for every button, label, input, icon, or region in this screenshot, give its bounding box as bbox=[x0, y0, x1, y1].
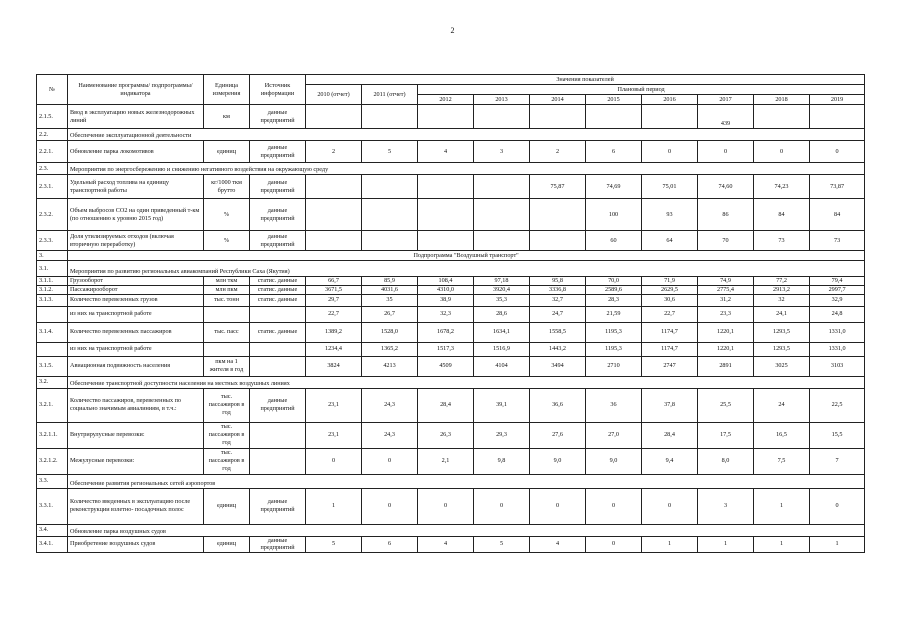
table-row bbox=[37, 306, 865, 322]
unit-cell: тыс. пассажиров в год bbox=[204, 388, 250, 422]
value-cell: 70,0 bbox=[586, 277, 642, 286]
value-cell bbox=[810, 105, 865, 129]
table-row bbox=[37, 285, 865, 294]
value-cell: 0 bbox=[810, 141, 865, 163]
value-cell: 0 bbox=[530, 488, 586, 524]
value-cell bbox=[474, 175, 530, 199]
value-cell: 1 bbox=[642, 536, 698, 553]
value-cell: 1389,2 bbox=[306, 322, 362, 342]
value-cell: 1516,9 bbox=[474, 342, 530, 356]
value-cell: 0 bbox=[362, 448, 418, 474]
unit-cell: кг/1000 ткм брутто bbox=[204, 175, 250, 199]
section-row bbox=[37, 129, 865, 141]
value-cell: 3494 bbox=[530, 356, 586, 376]
table-row bbox=[37, 294, 865, 306]
value-cell: 32 bbox=[754, 294, 810, 306]
source-cell: статис. данные bbox=[250, 277, 306, 286]
section-title: Обновление парка воздушных судов bbox=[68, 524, 865, 536]
indicator-name: Грузооборот bbox=[68, 277, 204, 286]
table-row bbox=[37, 277, 865, 286]
value-cell: 70 bbox=[698, 231, 754, 251]
indicator-name: Количество перевезенных грузов bbox=[68, 294, 204, 306]
indicator-name: Количество пассажиров, перевезенных по социально значимым авиалиниям, в т.ч.: bbox=[68, 388, 204, 422]
value-cell: 28,4 bbox=[418, 388, 474, 422]
value-cell: 1 bbox=[306, 488, 362, 524]
row-number: 3.4.1. bbox=[37, 536, 68, 553]
value-cell: 64 bbox=[642, 231, 698, 251]
indicator-name: Межулусные перевозки: bbox=[68, 448, 204, 474]
value-cell: 2710 bbox=[586, 356, 642, 376]
value-cell: 84 bbox=[810, 199, 865, 231]
value-cell: 31,2 bbox=[698, 294, 754, 306]
table-row bbox=[37, 536, 865, 553]
value-cell: 0 bbox=[810, 488, 865, 524]
value-cell: 9,0 bbox=[586, 448, 642, 474]
value-cell: 27,6 bbox=[530, 422, 586, 448]
row-number: 3.2.1. bbox=[37, 388, 68, 422]
indicator-name: Приобретение воздушных судов bbox=[68, 536, 204, 553]
header-num: № bbox=[37, 75, 68, 105]
unit-cell: % bbox=[204, 199, 250, 231]
value-cell: 4213 bbox=[362, 356, 418, 376]
value-cell: 2629,5 bbox=[642, 285, 698, 294]
value-cell: 0 bbox=[586, 536, 642, 553]
header-year: 2016 bbox=[642, 95, 698, 105]
row-number bbox=[37, 342, 68, 356]
value-cell bbox=[418, 199, 474, 231]
unit-cell: км bbox=[204, 105, 250, 129]
source-cell bbox=[250, 306, 306, 322]
value-cell: 29,3 bbox=[474, 422, 530, 448]
row-number: 3.2. bbox=[37, 376, 68, 388]
indicator-name: Обновление парка локомотивов bbox=[68, 141, 204, 163]
value-cell: 0 bbox=[586, 488, 642, 524]
value-cell: 0 bbox=[362, 488, 418, 524]
source-cell: данные предприятий bbox=[250, 175, 306, 199]
value-cell: 1 bbox=[754, 488, 810, 524]
value-cell: 5 bbox=[474, 536, 530, 553]
value-cell: 5 bbox=[362, 141, 418, 163]
value-cell: 1528,0 bbox=[362, 322, 418, 342]
value-cell bbox=[362, 175, 418, 199]
header-unit: Единица измерения bbox=[204, 75, 250, 105]
row-number: 3.1.2. bbox=[37, 285, 68, 294]
value-cell: 1558,5 bbox=[530, 322, 586, 342]
value-cell bbox=[754, 105, 810, 129]
value-cell: 73 bbox=[754, 231, 810, 251]
value-cell: 16,5 bbox=[754, 422, 810, 448]
value-cell: 108,4 bbox=[418, 277, 474, 286]
unit-cell: % bbox=[204, 231, 250, 251]
value-cell: 2997,7 bbox=[810, 285, 865, 294]
value-cell: 1195,3 bbox=[586, 342, 642, 356]
value-cell: 1634,1 bbox=[474, 322, 530, 342]
row-number: 2.3.1. bbox=[37, 175, 68, 199]
value-cell: 2 bbox=[530, 141, 586, 163]
value-cell: 25,5 bbox=[698, 388, 754, 422]
value-cell: 26,7 bbox=[362, 306, 418, 322]
value-cell: 2775,4 bbox=[698, 285, 754, 294]
value-cell: 8,0 bbox=[698, 448, 754, 474]
indicator-name: Пассажирооборот bbox=[68, 285, 204, 294]
value-cell: 3824 bbox=[306, 356, 362, 376]
value-cell: 93 bbox=[642, 199, 698, 231]
row-number: 2.1.5. bbox=[37, 105, 68, 129]
source-cell: данные предприятий bbox=[250, 231, 306, 251]
source-cell: статис. данные bbox=[250, 294, 306, 306]
table-row bbox=[37, 342, 865, 356]
row-number: 2.2.1. bbox=[37, 141, 68, 163]
row-number: 2.2. bbox=[37, 129, 68, 141]
value-cell: 28,6 bbox=[474, 306, 530, 322]
value-cell bbox=[530, 199, 586, 231]
value-cell: 439 bbox=[698, 105, 754, 129]
source-cell bbox=[250, 422, 306, 448]
value-cell: 77,2 bbox=[754, 277, 810, 286]
header-row-1 bbox=[37, 75, 865, 85]
value-cell bbox=[530, 105, 586, 129]
value-cell: 1365,2 bbox=[362, 342, 418, 356]
value-cell: 21,59 bbox=[586, 306, 642, 322]
row-number: 3.1.4. bbox=[37, 322, 68, 342]
value-cell: 0 bbox=[642, 488, 698, 524]
unit-cell: тыс. тонн bbox=[204, 294, 250, 306]
row-number bbox=[37, 306, 68, 322]
value-cell: 0 bbox=[698, 141, 754, 163]
indicators-table bbox=[36, 74, 865, 553]
value-cell: 74,69 bbox=[586, 175, 642, 199]
row-number: 2.3.2. bbox=[37, 199, 68, 231]
value-cell: 23,1 bbox=[306, 422, 362, 448]
unit-cell: тыс. пассажиров в год bbox=[204, 422, 250, 448]
value-cell bbox=[586, 105, 642, 129]
source-cell: данные предприятий bbox=[250, 105, 306, 129]
value-cell: 100 bbox=[586, 199, 642, 231]
value-cell: 32,7 bbox=[530, 294, 586, 306]
value-cell: 6 bbox=[362, 536, 418, 553]
header-year: 2017 bbox=[698, 95, 754, 105]
value-cell: 1220,1 bbox=[698, 342, 754, 356]
value-cell: 2 bbox=[306, 141, 362, 163]
value-cell: 74,23 bbox=[754, 175, 810, 199]
unit-cell bbox=[204, 342, 250, 356]
value-cell: 1293,5 bbox=[754, 322, 810, 342]
value-cell: 4310,0 bbox=[418, 285, 474, 294]
row-number: 3.3.1. bbox=[37, 488, 68, 524]
section-row bbox=[37, 474, 865, 488]
section-row bbox=[37, 376, 865, 388]
value-cell: 4 bbox=[418, 536, 474, 553]
value-cell bbox=[306, 105, 362, 129]
value-cell: 4509 bbox=[418, 356, 474, 376]
header-year: 2019 bbox=[810, 95, 865, 105]
value-cell: 1 bbox=[698, 536, 754, 553]
value-cell: 86 bbox=[698, 199, 754, 231]
row-number: 3.4. bbox=[37, 524, 68, 536]
row-number: 3.3. bbox=[37, 474, 68, 488]
value-cell: 1195,3 bbox=[586, 322, 642, 342]
indicator-name: Авиационная подвижность населения bbox=[68, 356, 204, 376]
indicator-name: Количество введенных в эксплуатацию после реконструкции взлетно- посадочных полос bbox=[68, 488, 204, 524]
value-cell: 37,8 bbox=[642, 388, 698, 422]
section-title: Обеспечение развития региональных сетей аэропортов bbox=[68, 474, 865, 488]
value-cell: 15,5 bbox=[810, 422, 865, 448]
row-number: 3. bbox=[37, 251, 68, 261]
value-cell: 1293,5 bbox=[754, 342, 810, 356]
row-number: 2.3.3. bbox=[37, 231, 68, 251]
value-cell: 6 bbox=[586, 141, 642, 163]
value-cell bbox=[362, 199, 418, 231]
table-row bbox=[37, 488, 865, 524]
header-year: 2013 bbox=[474, 95, 530, 105]
value-cell: 95,8 bbox=[530, 277, 586, 286]
source-cell: данные предприятий bbox=[250, 388, 306, 422]
value-cell bbox=[418, 231, 474, 251]
value-cell: 1174,7 bbox=[642, 322, 698, 342]
page-number: 2 bbox=[450, 26, 455, 35]
header-values-title: Значения показателей bbox=[306, 75, 865, 85]
value-cell: 3025 bbox=[754, 356, 810, 376]
value-cell: 28,3 bbox=[586, 294, 642, 306]
value-cell: 35 bbox=[362, 294, 418, 306]
value-cell: 3103 bbox=[810, 356, 865, 376]
value-cell: 0 bbox=[474, 488, 530, 524]
value-cell: 36 bbox=[586, 388, 642, 422]
section-title: Мероприятия по энергосбережению и снижению негативного воздействия на окружающую среду bbox=[68, 163, 865, 175]
value-cell: 24,8 bbox=[810, 306, 865, 322]
value-cell: 24 bbox=[754, 388, 810, 422]
value-cell: 0 bbox=[642, 141, 698, 163]
value-cell: 24,1 bbox=[754, 306, 810, 322]
value-cell bbox=[642, 105, 698, 129]
section-title: Обеспечение транспортной доступности населения на местных воздушных линиях bbox=[68, 376, 865, 388]
row-number: 3.2.1.2. bbox=[37, 448, 68, 474]
value-cell: 29,7 bbox=[306, 294, 362, 306]
header-2011: 2011 (отчет) bbox=[362, 85, 418, 105]
value-cell: 17,5 bbox=[698, 422, 754, 448]
value-cell: 9,8 bbox=[474, 448, 530, 474]
value-cell: 73 bbox=[810, 231, 865, 251]
value-cell: 35,3 bbox=[474, 294, 530, 306]
value-cell: 0 bbox=[418, 488, 474, 524]
section-row bbox=[37, 261, 865, 277]
source-cell: данные предприятий bbox=[250, 536, 306, 553]
indicator-name: Объем выбросов СО2 на один приведенный т-км (по отношению к уровню 2015 год) bbox=[68, 199, 204, 231]
table-row bbox=[37, 322, 865, 342]
value-cell: 71,9 bbox=[642, 277, 698, 286]
value-cell: 74,60 bbox=[698, 175, 754, 199]
value-cell: 38,9 bbox=[418, 294, 474, 306]
value-cell: 3 bbox=[474, 141, 530, 163]
value-cell: 24,7 bbox=[530, 306, 586, 322]
row-number: 3.1.3. bbox=[37, 294, 68, 306]
section-row bbox=[37, 524, 865, 536]
unit-cell: тыс. пасс bbox=[204, 322, 250, 342]
value-cell: 23,3 bbox=[698, 306, 754, 322]
value-cell: 1174,7 bbox=[642, 342, 698, 356]
value-cell: 28,4 bbox=[642, 422, 698, 448]
value-cell: 22,7 bbox=[642, 306, 698, 322]
header-year: 2018 bbox=[754, 95, 810, 105]
value-cell: 2589,6 bbox=[586, 285, 642, 294]
header-year: 2015 bbox=[586, 95, 642, 105]
value-cell bbox=[306, 175, 362, 199]
value-cell: 36,6 bbox=[530, 388, 586, 422]
value-cell bbox=[474, 199, 530, 231]
value-cell: 1517,3 bbox=[418, 342, 474, 356]
indicator-name: Удельный расход топлива на единицу транспортной работы bbox=[68, 175, 204, 199]
value-cell: 2891 bbox=[698, 356, 754, 376]
source-cell bbox=[250, 448, 306, 474]
value-cell: 3920,4 bbox=[474, 285, 530, 294]
source-cell: данные предприятий bbox=[250, 199, 306, 231]
source-cell bbox=[250, 342, 306, 356]
source-cell: данные предприятий bbox=[250, 488, 306, 524]
value-cell bbox=[362, 105, 418, 129]
table-row bbox=[37, 231, 865, 251]
value-cell bbox=[474, 105, 530, 129]
value-cell bbox=[474, 231, 530, 251]
table-row bbox=[37, 175, 865, 199]
value-cell: 84 bbox=[754, 199, 810, 231]
value-cell: 1678,2 bbox=[418, 322, 474, 342]
value-cell: 66,7 bbox=[306, 277, 362, 286]
subprogram-title: Подпрограмма "Воздушный транспорт" bbox=[68, 251, 865, 261]
value-cell: 60 bbox=[586, 231, 642, 251]
value-cell: 27,0 bbox=[586, 422, 642, 448]
row-number: 3.1. bbox=[37, 261, 68, 277]
value-cell: 1220,1 bbox=[698, 322, 754, 342]
header-year: 2012 bbox=[418, 95, 474, 105]
header-2010: 2010 (отчет) bbox=[306, 85, 362, 105]
value-cell: 74,9 bbox=[698, 277, 754, 286]
value-cell: 3 bbox=[698, 488, 754, 524]
unit-cell: млн пкм bbox=[204, 285, 250, 294]
header-source: Источник информации bbox=[250, 75, 306, 105]
value-cell: 24,3 bbox=[362, 422, 418, 448]
value-cell: 1234,4 bbox=[306, 342, 362, 356]
value-cell bbox=[306, 231, 362, 251]
value-cell: 32,9 bbox=[810, 294, 865, 306]
unit-cell: тыс. пассажиров в год bbox=[204, 448, 250, 474]
value-cell bbox=[530, 231, 586, 251]
value-cell: 9,4 bbox=[642, 448, 698, 474]
section-row bbox=[37, 163, 865, 175]
value-cell: 73,87 bbox=[810, 175, 865, 199]
source-cell: статис. данные bbox=[250, 285, 306, 294]
value-cell: 79,4 bbox=[810, 277, 865, 286]
table-row bbox=[37, 199, 865, 231]
value-cell: 0 bbox=[754, 141, 810, 163]
value-cell: 2,1 bbox=[418, 448, 474, 474]
value-cell bbox=[418, 175, 474, 199]
row-number: 2.3. bbox=[37, 163, 68, 175]
table-row bbox=[37, 356, 865, 376]
value-cell bbox=[362, 231, 418, 251]
value-cell: 4 bbox=[530, 536, 586, 553]
value-cell: 7,5 bbox=[754, 448, 810, 474]
source-cell bbox=[250, 356, 306, 376]
table-row bbox=[37, 105, 865, 129]
table-row bbox=[37, 448, 865, 474]
value-cell: 39,1 bbox=[474, 388, 530, 422]
header-plan-title: Плановый период bbox=[418, 85, 865, 95]
table-row bbox=[37, 141, 865, 163]
value-cell: 24,3 bbox=[362, 388, 418, 422]
indicator-name: из них на транспортной работе bbox=[68, 342, 204, 356]
value-cell bbox=[306, 199, 362, 231]
value-cell: 1331,0 bbox=[810, 322, 865, 342]
value-cell: 0 bbox=[306, 448, 362, 474]
value-cell: 1331,0 bbox=[810, 342, 865, 356]
value-cell: 22,5 bbox=[810, 388, 865, 422]
source-cell: статис. данные bbox=[250, 322, 306, 342]
row-number: 3.1.5. bbox=[37, 356, 68, 376]
value-cell: 7 bbox=[810, 448, 865, 474]
value-cell: 22,7 bbox=[306, 306, 362, 322]
indicator-name: Доля утилизируемых отходов (включая вторичную переработку) bbox=[68, 231, 204, 251]
value-cell bbox=[418, 105, 474, 129]
value-cell: 32,3 bbox=[418, 306, 474, 322]
indicator-name: из них на транспортной работе bbox=[68, 306, 204, 322]
value-cell: 3336,8 bbox=[530, 285, 586, 294]
value-cell: 4104 bbox=[474, 356, 530, 376]
section-title: Мероприятия по развитию региональных авиакомпаний Республики Саха (Якутия) bbox=[68, 261, 865, 277]
section-title: Обеспечение эксплуатационной деятельности bbox=[68, 129, 865, 141]
value-cell: 75,87 bbox=[530, 175, 586, 199]
value-cell: 1 bbox=[754, 536, 810, 553]
table-row bbox=[37, 422, 865, 448]
indicator-name: Количество перевезенных пассажиров bbox=[68, 322, 204, 342]
value-cell: 4 bbox=[418, 141, 474, 163]
unit-cell: единиц bbox=[204, 141, 250, 163]
value-cell: 2913,2 bbox=[754, 285, 810, 294]
unit-cell: пкм на 1 жителя в год bbox=[204, 356, 250, 376]
value-cell: 5 bbox=[306, 536, 362, 553]
indicator-name: Внутрирулусные перевозки: bbox=[68, 422, 204, 448]
subprogram-row bbox=[37, 251, 865, 261]
header-year: 2014 bbox=[530, 95, 586, 105]
row-number: 3.2.1.1. bbox=[37, 422, 68, 448]
header-name: Наименование программы/ подпрограммы/ индикатора bbox=[68, 75, 204, 105]
indicator-name: Ввод в эксплуатацию новых железнодорожных линий bbox=[68, 105, 204, 129]
value-cell: 75,01 bbox=[642, 175, 698, 199]
value-cell: 97,18 bbox=[474, 277, 530, 286]
value-cell: 4031,6 bbox=[362, 285, 418, 294]
unit-cell: единиц bbox=[204, 488, 250, 524]
value-cell: 85,9 bbox=[362, 277, 418, 286]
value-cell: 3671,5 bbox=[306, 285, 362, 294]
value-cell: 2747 bbox=[642, 356, 698, 376]
value-cell: 1 bbox=[810, 536, 865, 553]
source-cell: данные предприятий bbox=[250, 141, 306, 163]
unit-cell bbox=[204, 306, 250, 322]
value-cell: 9,0 bbox=[530, 448, 586, 474]
row-number: 3.1.1. bbox=[37, 277, 68, 286]
table-row bbox=[37, 388, 865, 422]
unit-cell: млн ткм bbox=[204, 277, 250, 286]
value-cell: 26,3 bbox=[418, 422, 474, 448]
value-cell: 23,1 bbox=[306, 388, 362, 422]
value-cell: 1443,2 bbox=[530, 342, 586, 356]
value-cell: 30,6 bbox=[642, 294, 698, 306]
unit-cell: единиц bbox=[204, 536, 250, 553]
